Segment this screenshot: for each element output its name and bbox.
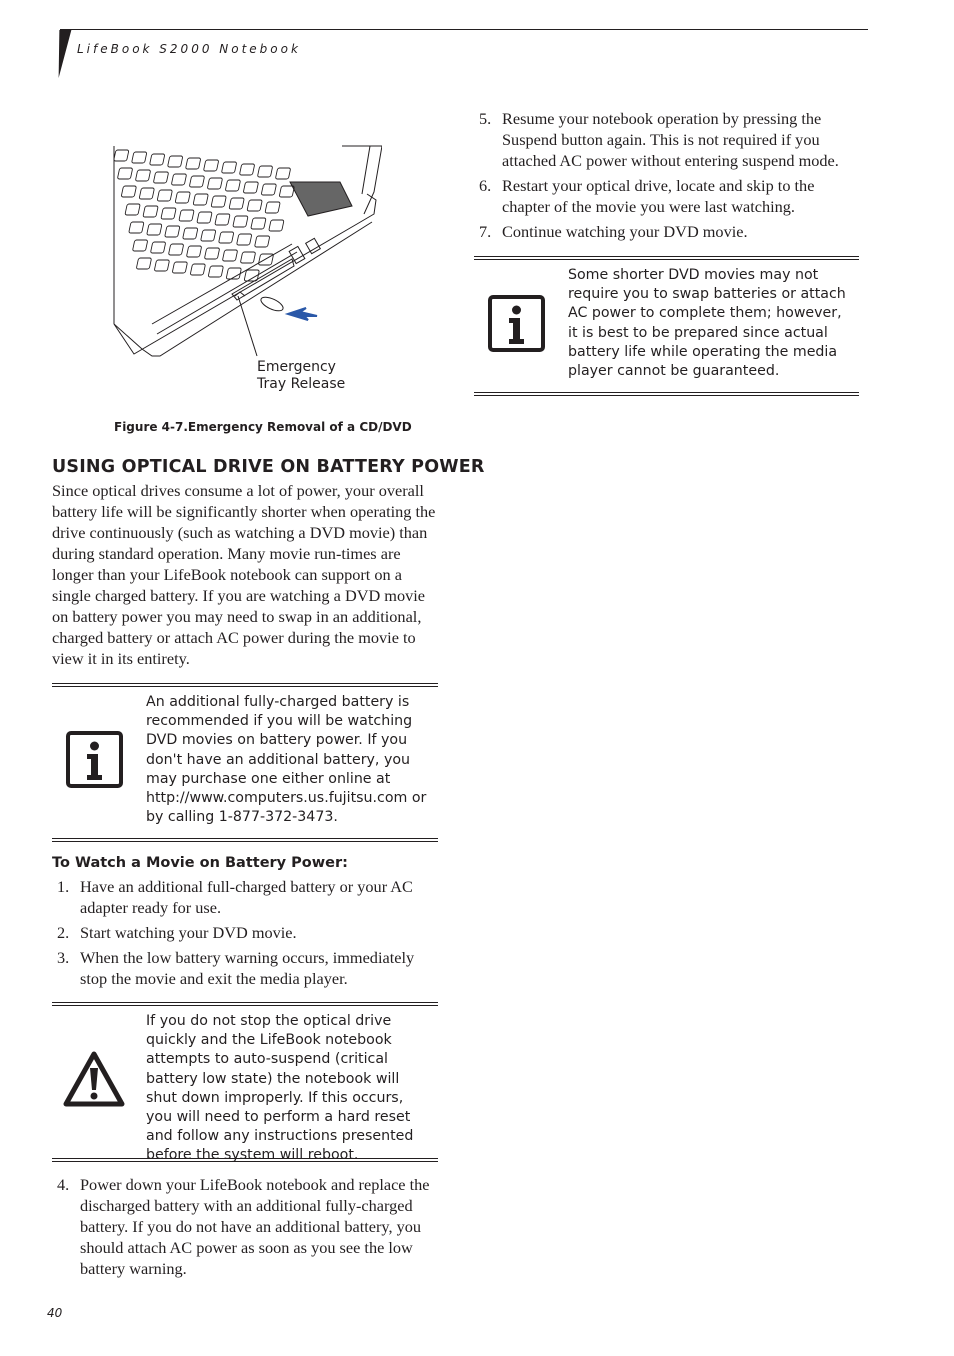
keyboard-key xyxy=(233,216,248,227)
figure-callout xyxy=(257,359,345,393)
keyboard-key xyxy=(215,214,230,225)
caution-bottom-rule xyxy=(52,1158,438,1162)
step-text: When the low battery warning occurs, immediately stop the movie and exit the media player. xyxy=(80,948,415,988)
step-item xyxy=(474,108,866,171)
keyboard-key xyxy=(132,240,147,251)
keyboard-key xyxy=(186,246,201,257)
callout-line-2: Tray Release xyxy=(257,376,346,392)
running-header: LifeBook S2000 Notebook xyxy=(77,42,301,56)
step-number: 3. xyxy=(57,948,70,967)
keyboard-key xyxy=(168,156,183,167)
step-number: 6. xyxy=(479,176,492,195)
keyboard-key xyxy=(168,244,183,255)
note-text: An additional fully-charged battery is recommended if you will be watching DVD movies on battery power. If you don't have an additional battery, you may purchase one either online at http://www.computers.us.fujitsu.com or by calling 1-877-372-3473. xyxy=(146,694,427,826)
step-number: 7. xyxy=(479,222,492,241)
keyboard-key xyxy=(179,210,194,221)
keyboard-key xyxy=(129,222,144,233)
keyboard-key xyxy=(139,188,154,199)
keyboard-key xyxy=(121,186,136,197)
keyboard-key xyxy=(175,192,190,203)
keyboard-key xyxy=(117,168,132,179)
keyboard-key xyxy=(189,176,204,187)
keyboard-key xyxy=(157,190,172,201)
keyboard-key xyxy=(257,166,272,177)
keyboard-key xyxy=(222,250,237,261)
step-number: 5. xyxy=(479,109,492,128)
note-bottom-rule xyxy=(474,392,859,396)
note-bottom-rule xyxy=(52,838,438,842)
keyboard-key xyxy=(135,170,150,181)
caution-text: If you do not stop the optical drive quickly and the LifeBook notebook attempts to auto-suspend (critical battery low state) the notebook will shut down improperly. If this occurs, you will need to perform a hard reset and follow any instructions presented before the system will reboot. xyxy=(146,1013,414,1164)
step-number: 2. xyxy=(57,923,70,942)
keyboard-key xyxy=(225,180,240,191)
keyboard-key xyxy=(207,178,222,189)
info-note-short-movies xyxy=(474,256,859,397)
keyboard-key xyxy=(190,264,205,275)
laptop-illustration xyxy=(112,144,382,359)
keyboard-key xyxy=(237,234,252,245)
step-item xyxy=(52,922,438,943)
keyboard-key xyxy=(201,230,216,241)
keyboard-key xyxy=(219,232,234,243)
keyboard-key xyxy=(153,172,168,183)
step-text: Start watching your DVD movie. xyxy=(80,923,297,942)
keyboard-key xyxy=(114,150,129,161)
keyboard-key xyxy=(150,154,165,165)
keyboard-key xyxy=(172,262,187,273)
keyboard-key xyxy=(243,182,258,193)
keyboard-key xyxy=(147,224,162,235)
step-text: Continue watching your DVD movie. xyxy=(502,222,748,241)
note-text: Some shorter DVD movies may not require you to swap batteries or attach AC power to complete them; however, it is best to be prepared since actual battery life while operating the media player cannot be guaranteed. xyxy=(568,267,846,380)
keyboard-key xyxy=(185,158,200,169)
keyboard-key xyxy=(132,152,147,163)
keyboard-key xyxy=(261,184,276,195)
keyboard-key xyxy=(154,260,169,271)
keyboard-key xyxy=(150,242,165,253)
page-number: 40 xyxy=(47,1306,63,1320)
step-item xyxy=(474,221,866,242)
keyboard-key xyxy=(275,168,290,179)
figure-caption: Figure 4-7.Emergency Removal of a CD/DVD xyxy=(114,420,412,434)
step-item xyxy=(52,876,438,918)
keyboard-key xyxy=(229,198,244,209)
keyboard-key xyxy=(143,206,158,217)
info-note-battery xyxy=(52,683,438,843)
procedure-steps-5-7 xyxy=(474,108,866,246)
keyboard-key xyxy=(269,220,284,231)
header-corner-mark xyxy=(53,30,72,78)
keyboard-key xyxy=(251,218,266,229)
procedure-heading: To Watch a Movie on Battery Power: xyxy=(52,855,348,871)
keyboard-key xyxy=(165,226,180,237)
keyboard-key xyxy=(247,200,262,211)
keyboard-key xyxy=(203,160,218,171)
note-top-rule xyxy=(474,256,859,260)
callout-line-1: Emergency xyxy=(257,359,336,375)
header-rule xyxy=(60,29,868,30)
step-text: Have an additional full-charged battery or your AC adapter ready for use. xyxy=(80,877,413,917)
keyboard-key xyxy=(208,266,223,277)
keyboard-key xyxy=(265,202,280,213)
section-paragraph: Since optical drives consume a lot of power, your overall battery life will be significantly shorter when operating the drive continuously (such as watching a DVD movie) than during standard operation. Many movie run-times are longer than your LifeBook notebook can support on a single charged battery. If you are watching a DVD movie on battery power you may need to swap in an additional, charged battery or attach AC power during the movie to view it in its entirety. xyxy=(52,481,436,668)
keyboard-key xyxy=(204,248,219,259)
keyboard-key xyxy=(125,204,140,215)
info-icon xyxy=(66,731,123,788)
procedure-steps-1-3 xyxy=(52,876,438,993)
keyboard-key xyxy=(193,194,208,205)
keyboard-key xyxy=(136,258,151,269)
info-icon xyxy=(488,295,545,352)
keyboard-key xyxy=(161,208,176,219)
section-heading: USING OPTICAL DRIVE ON BATTERY POWER xyxy=(52,457,485,477)
step-text: Restart your optical drive, locate and skip to the chapter of the movie you were last watching. xyxy=(502,176,815,216)
keyboard-key xyxy=(240,252,255,263)
keyboard-key xyxy=(183,228,198,239)
keyboard-key xyxy=(211,196,226,207)
step-item xyxy=(52,947,438,989)
keyboard-key xyxy=(239,164,254,175)
keyboard-key xyxy=(197,212,212,223)
step-number: 1. xyxy=(57,877,70,896)
keyboard-key xyxy=(171,174,186,185)
step-item xyxy=(52,1174,438,1279)
step-text: Resume your notebook operation by pressing the Suspend button again. This is not required if you attached AC power without entering suspend mode. xyxy=(502,109,839,170)
keyboard-key xyxy=(255,236,270,247)
caution-top-rule xyxy=(52,1002,438,1006)
step-number: 4. xyxy=(57,1175,70,1194)
step-item xyxy=(474,175,866,217)
step-text: Power down your LifeBook notebook and replace the discharged battery with an additional fully-charged battery. If you do not have an additional battery, you should attach AC power as soon as you see the low battery warning. xyxy=(80,1175,430,1278)
warning-triangle-icon xyxy=(62,1050,126,1108)
caution-note xyxy=(52,1002,438,1163)
note-top-rule xyxy=(52,683,438,687)
keyboard-key xyxy=(279,186,294,197)
keyboard-key xyxy=(221,162,236,173)
procedure-step-4 xyxy=(52,1174,438,1283)
